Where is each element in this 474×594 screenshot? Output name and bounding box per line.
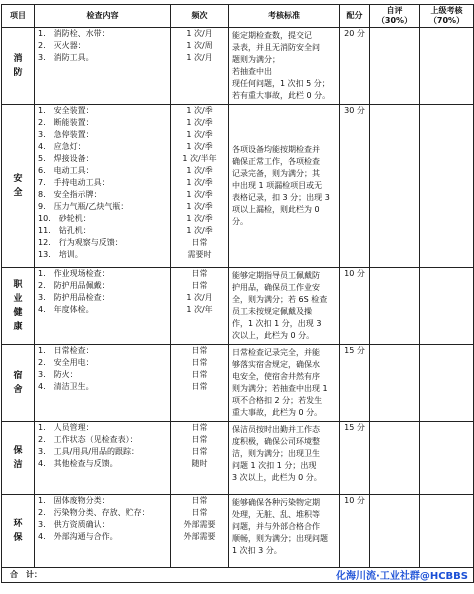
total-label: 合 计： xyxy=(2,568,474,583)
check-items xyxy=(35,345,171,422)
frequency-value: 日常 xyxy=(191,496,208,505)
check-item: 2. 工作状态（见检查表）： xyxy=(38,435,138,444)
check-item: 4. 年度体检。 xyxy=(38,305,94,314)
header-content: 检查内容 xyxy=(35,5,171,28)
check-item: 3. 防护用品检查： xyxy=(38,293,110,302)
self-eval-cell xyxy=(370,422,420,495)
standard-line: 次以上，此栏为 0 分。 xyxy=(232,331,315,340)
standard-line: 能定期检查数，提交记 xyxy=(232,31,312,40)
section-name xyxy=(2,495,35,568)
frequency-value: 1 次/年 xyxy=(186,305,213,314)
frequency-value: 1 次/季 xyxy=(186,118,213,127)
check-item: 2. 安全用电： xyxy=(38,358,94,367)
check-item: 3. 消防工具。 xyxy=(38,53,94,62)
standard-line: 记录完备，则为满分；其 xyxy=(232,169,320,178)
standard-line: 日常检查记录完全，并能 xyxy=(232,348,320,357)
header-self-pct: （30%） xyxy=(376,16,413,25)
frequency-value: 1 次/季 xyxy=(186,226,213,235)
standard-line: 重大事故，此栏为 0 分。 xyxy=(232,408,323,417)
section-name-char: 业 xyxy=(13,294,23,304)
frequency-value: 日常 xyxy=(191,435,208,444)
inspection-table xyxy=(1,4,474,583)
section-name-char: 防 xyxy=(13,68,23,78)
self-eval-cell xyxy=(370,28,420,105)
frequency-value: 日常 xyxy=(191,346,208,355)
check-items xyxy=(35,28,171,105)
frequency-value: 1 次/季 xyxy=(186,166,213,175)
check-items xyxy=(35,268,171,345)
standard-line: 护用品，确保员工作业安 xyxy=(232,283,320,292)
frequency-cell xyxy=(171,28,229,105)
standard-cell xyxy=(229,422,340,495)
check-item: 2. 灭火器： xyxy=(38,41,86,50)
standard-line: 度积极，确保公司环境整 xyxy=(232,437,320,446)
check-item: 1. 消防栓、水带： xyxy=(38,29,110,38)
standard-line: 问题，并与外部合格合作 xyxy=(232,522,320,531)
check-item: 4. 应急灯： xyxy=(38,142,86,151)
score-cell: 10 分 xyxy=(340,495,370,568)
standard-line: 项以上漏检，则此栏为 0 xyxy=(232,205,320,214)
section-name-char: 舍 xyxy=(13,385,23,395)
check-item: 1. 安全装置： xyxy=(38,106,94,115)
section-name xyxy=(2,28,35,105)
header-row xyxy=(2,5,474,28)
header-standard: 考核标准 xyxy=(229,5,340,28)
standard-line: 全，则为满分；若 6S 检查 xyxy=(232,295,328,304)
standard-cell xyxy=(229,28,340,105)
frequency-value: 外部需要 xyxy=(183,532,216,541)
check-item: 4. 清洁卫生。 xyxy=(38,382,94,391)
check-item: 10. 砂轮机： xyxy=(38,214,91,223)
check-item: 2. 断能装置： xyxy=(38,118,94,127)
self-eval-cell xyxy=(370,268,420,345)
check-item: 1. 作业现场检查： xyxy=(38,269,110,278)
frequency-value: 日常 xyxy=(191,358,208,367)
section-row xyxy=(2,105,474,268)
check-item: 3. 急停装置： xyxy=(38,130,94,139)
frequency-value: 1 次/季 xyxy=(186,130,213,139)
score-cell: 15 分 xyxy=(340,345,370,422)
header-frequency: 频次 xyxy=(171,5,229,28)
frequency-value: 1 次/季 xyxy=(186,142,213,151)
frequency-value: 日常 xyxy=(191,370,208,379)
score-cell: 10 分 xyxy=(340,268,370,345)
check-item: 2. 污染物分类、存放、贮存： xyxy=(38,508,150,517)
check-item: 2. 防护用品佩戴： xyxy=(38,281,110,290)
frequency-cell xyxy=(171,105,229,268)
section-name-char: 职 xyxy=(13,280,23,290)
standard-line: 则为满分；若抽查中出现 1 xyxy=(232,384,328,393)
standard-line: 够落实宿舍规定，确保水 xyxy=(232,360,320,369)
standard-line: 若有重大事故，此栏 0 分。 xyxy=(232,91,331,100)
supervisor-eval-cell xyxy=(420,28,474,105)
section-name-char: 全 xyxy=(13,188,23,198)
section-name xyxy=(2,345,35,422)
header-sup-label: 上级考核 xyxy=(430,6,463,15)
standard-line: 表格记录，扣 3 分；出现 3 xyxy=(232,193,330,202)
frequency-value: 1 次/季 xyxy=(186,178,213,187)
supervisor-eval-cell xyxy=(420,268,474,345)
supervisor-eval-cell xyxy=(420,105,474,268)
standard-line: 分。 xyxy=(232,217,248,226)
check-item: 4. 其他检查与反馈。 xyxy=(38,459,118,468)
section-name-char: 环 xyxy=(13,519,23,529)
check-item: 12. 行为观察与反馈： xyxy=(38,238,123,247)
check-item: 5. 焊接设备： xyxy=(38,154,94,163)
check-item: 8. 安全指示牌： xyxy=(38,190,102,199)
section-name-char: 安 xyxy=(13,174,23,184)
standard-line: 能够确保各种污染物定期 xyxy=(232,498,320,507)
section-name xyxy=(2,105,35,268)
section-name-char: 洁 xyxy=(13,460,23,470)
standard-cell xyxy=(229,105,340,268)
frequency-value: 日常 xyxy=(191,269,208,278)
check-item: 7. 手持电动工具： xyxy=(38,178,110,187)
frequency-value: 日常 xyxy=(191,281,208,290)
header-item: 项目 xyxy=(2,5,35,28)
frequency-value: 1 次/半年 xyxy=(182,154,217,163)
frequency-value: 1 次/季 xyxy=(186,106,213,115)
section-name-char: 健 xyxy=(13,308,23,318)
frequency-cell xyxy=(171,268,229,345)
check-item: 3. 防火： xyxy=(38,370,78,379)
standard-line: 题则为满分； xyxy=(232,55,280,64)
check-item: 6. 电动工具： xyxy=(38,166,94,175)
frequency-value: 1 次/月 xyxy=(186,29,213,38)
section-name-char: 宿 xyxy=(13,371,23,381)
standard-line: 1 次扣 3 分。 xyxy=(232,546,282,555)
standard-line: 员工未按规定佩戴及操 xyxy=(232,307,312,316)
frequency-value: 日常 xyxy=(191,423,208,432)
check-items xyxy=(35,422,171,495)
frequency-value: 外部需要 xyxy=(183,520,216,529)
frequency-value: 1 次/季 xyxy=(186,214,213,223)
score-cell: 15 分 xyxy=(340,422,370,495)
standard-line: 录表，并且无消防安全问 xyxy=(232,43,320,52)
section-row xyxy=(2,345,474,422)
section-name-char: 康 xyxy=(13,322,23,332)
frequency-value: 1 次/月 xyxy=(186,293,213,302)
self-eval-cell xyxy=(370,345,420,422)
check-item: 13. 培训。 xyxy=(38,250,83,259)
header-self xyxy=(370,5,420,28)
standard-line: 顺畅，则为满分；出现问题 xyxy=(232,534,328,543)
watermark: 化海川流·工业社群@HCBBS xyxy=(336,571,468,582)
frequency-cell xyxy=(171,345,229,422)
check-items xyxy=(35,105,171,268)
frequency-value: 日常 xyxy=(191,447,208,456)
frequency-value: 日常 xyxy=(191,508,208,517)
section-name xyxy=(2,268,35,345)
check-item: 4. 外部沟通与合作。 xyxy=(38,532,118,541)
frequency-cell xyxy=(171,422,229,495)
standard-line: 项不合格扣 2 分；若发生 xyxy=(232,396,323,405)
supervisor-eval-cell xyxy=(420,422,474,495)
section-row xyxy=(2,495,474,568)
header-self-label: 自评 xyxy=(386,6,403,15)
section-name-char: 保 xyxy=(13,446,23,456)
section-row xyxy=(2,422,474,495)
standard-cell xyxy=(229,495,340,568)
header-sup-pct: （70%） xyxy=(428,16,465,25)
check-item: 1. 人员管理： xyxy=(38,423,94,432)
standard-line: 现任何问题，1 次扣 5 分； xyxy=(232,79,330,88)
standard-line: 电安全，使宿舍井然有序 xyxy=(232,372,320,381)
frequency-value: 1 次/月 xyxy=(186,53,213,62)
section-name-char: 消 xyxy=(13,54,23,64)
check-item: 3. 工具/用具/用品的跟踪： xyxy=(38,447,140,456)
frequency-value: 1 次/季 xyxy=(186,190,213,199)
standard-line: 处理，无脏、乱、堆积等 xyxy=(232,510,320,519)
header-score: 配分 xyxy=(340,5,370,28)
self-eval-cell xyxy=(370,495,420,568)
section-name xyxy=(2,422,35,495)
check-items xyxy=(35,495,171,568)
check-item: 1. 日常检查： xyxy=(38,346,94,355)
frequency-value: 1 次/季 xyxy=(186,202,213,211)
check-item: 9. 压力气瓶/乙炔气瓶： xyxy=(38,202,129,211)
frequency-value: 1 次/周 xyxy=(186,41,213,50)
frequency-value: 日常 xyxy=(191,238,208,247)
standard-line: 若抽查中出 xyxy=(232,67,272,76)
standard-line: 问题 1 次扣 1 分；出现 xyxy=(232,461,317,470)
supervisor-eval-cell xyxy=(420,345,474,422)
standard-line: 能够定期指导员工佩戴防 xyxy=(232,271,320,280)
check-item: 1. 固体废物分类： xyxy=(38,496,110,505)
standard-line: 各项设备均能按期检查并 xyxy=(232,145,320,154)
score-cell: 20 分 xyxy=(340,28,370,105)
standard-line: 洁，则为满分；出现卫生 xyxy=(232,449,320,458)
standard-line: 保洁员按时出勤并工作态 xyxy=(232,425,320,434)
frequency-cell xyxy=(171,495,229,568)
standard-line: 中出现 1 项漏检项目或无 xyxy=(232,181,323,190)
header-supervisor xyxy=(420,5,474,28)
check-item: 3. 供方资质确认： xyxy=(38,520,110,529)
frequency-value: 日常 xyxy=(191,382,208,391)
frequency-value: 随时 xyxy=(191,459,208,468)
supervisor-eval-cell xyxy=(420,495,474,568)
section-row xyxy=(2,268,474,345)
score-cell: 30 分 xyxy=(340,105,370,268)
section-name-char: 保 xyxy=(13,533,23,543)
self-eval-cell xyxy=(370,105,420,268)
check-item: 11. 钻孔机： xyxy=(38,226,91,235)
standard-cell xyxy=(229,268,340,345)
standard-line: 3 次以上，此栏为 0 分。 xyxy=(232,473,322,482)
standard-line: 作，1 次扣 1 分，出现 3 xyxy=(232,319,322,328)
standard-line: 确保正常工作，各项检查 xyxy=(232,157,320,166)
section-row xyxy=(2,28,474,105)
standard-cell xyxy=(229,345,340,422)
frequency-value: 需要时 xyxy=(187,250,212,259)
